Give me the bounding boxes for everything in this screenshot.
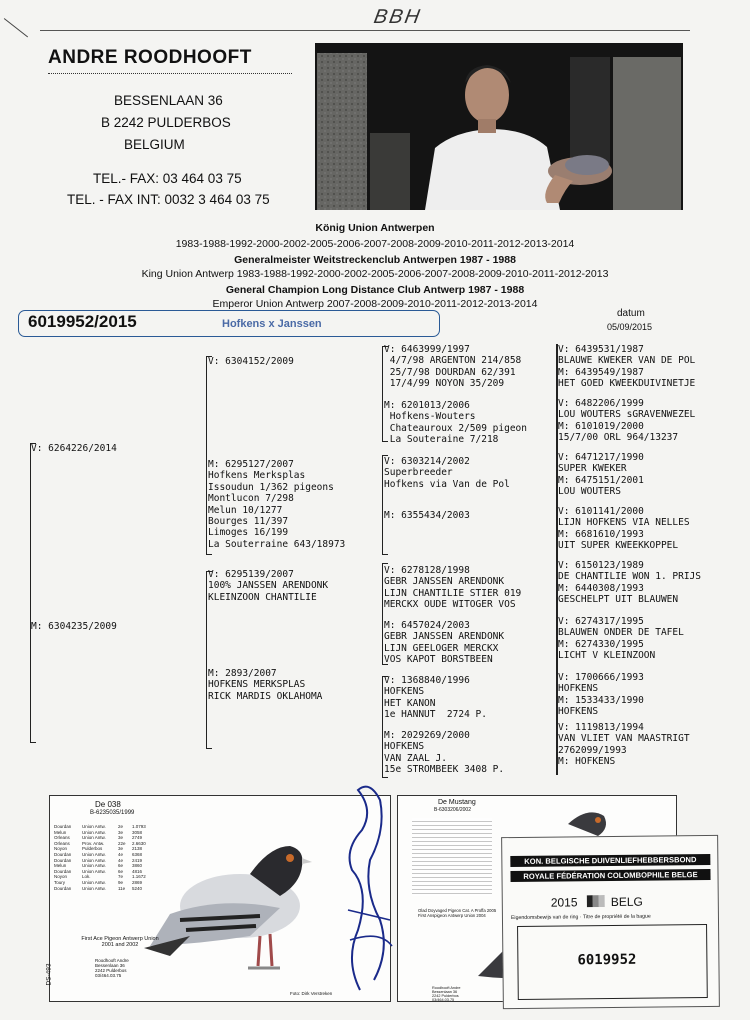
owner-name: ANDRE ROODHOOFT [48,47,252,68]
owner-tel: TEL.- FAX: 03 464 03 75 [93,171,242,186]
card1-result-cell: Dourdan [54,824,72,829]
gen2-entry-1: M: 6295127/2007 Hofkens Merksplas Issoudun 1/362 pigeons Montlucon 7/298 Melun 10/1277 Bourges 11/397 Limoges 16/199 La Souterraine 643/18973 [208,459,346,550]
gen4-entry-7: V: 1119813/1994 VAN VLIET VAN MAASTRIGT 2762099/1993 M: HOFKENS [558,722,690,768]
pigeon-ring-number: 6019952/2015 [28,312,137,331]
card1-result-cell: 2869 [132,879,143,885]
card1-result-cell: Union Antw. [82,824,106,829]
card1-caption: First Ace Pigeon Antwerp Union 2001 and 2002 [81,936,159,948]
card2-address: Roodhooft Andre Bessenlaan 36 2242 Pulderbos 03/464.03.75 [432,986,461,1002]
card1-result-cell: 4e [118,851,124,857]
cert-year: 2015 [550,895,578,910]
card1-result-cell: Melun [54,863,67,869]
card1-result-cell: Orleans [54,840,70,846]
owner-tel-int: TEL. - FAX INT: 0032 3 464 03 75 [67,192,270,207]
card1-result-cell: Union Antw. [82,863,106,869]
gen4-entry-4: V: 6150123/1989 DE CHANTILIE WON 1. PRIJS M: 6440308/1993 GESCHELPT UIT BLAUWEN [558,560,701,606]
gen3-entry-3: M: 6355434/2003 [384,510,470,521]
card1-result-cell: 2138 [132,846,143,852]
card1-result-cell: 4e [118,857,124,863]
card1-result-cell: 7e [118,874,124,880]
gen3-entry-5: M: 6457024/2003 GEBR JANSSEN ARENDONK LIJN GEELOGER MERCKX VOS KAPOT BORSTBEEN [384,620,505,666]
card1-result-cell: Union Antw. [82,868,106,874]
card1-result-cell: Noyon [54,846,68,852]
cert-line2: ROYALE FÉDÉRATION COLOMBOPHILE BELGE [510,869,710,882]
card1-result-cell: 6e [118,868,124,874]
corner-mark [4,18,28,38]
card1-result-cell: Union Antw. [82,879,106,885]
card1-result-cell: 6368 [132,851,143,857]
title-line-4: General Champion Long Distance Club Antwerp 1987 - 1988 [225,284,525,296]
gen4-entry-0: V: 6439531/1987 BLAUWE KWEKER VAN DE POL M: 6439549/1987 HET GOED KWEEKDUIVINETJE [558,344,696,390]
gen2-entry-3: M: 2893/2007 HOFKENS MERKSPLAS RICK MARDIS OKLAHOMA [208,668,323,702]
datum-label: datum [617,308,645,319]
card1-result-cell: Union Antw. [82,835,106,841]
card1-result-cell: Noyon [54,874,68,880]
card1-result-cell: 3058 [132,829,143,835]
card1-result-cell: 22e [118,840,126,846]
card1-result-cell: Melun [54,829,67,835]
owner-name-underline [48,73,292,74]
card1-result-cell: Dourdan [54,857,72,863]
card1-result-cell: 4816 [132,868,143,874]
gen4-entry-3: V: 6101141/2000 LIJN HOFKENS VIA NELLES M: 6681610/1993 UIT SUPER KWEEKKOPPEL [558,506,690,552]
card1-result-cell: 2.6630 [132,840,146,846]
card1-result-cell: 3e [118,829,124,835]
dam-ring: M: 6304235/2009 [31,621,117,632]
card1-result-cell: 1.1672 [132,874,146,880]
card1-result-cell: Union Antw. [82,857,106,863]
title-line-5: Emperor Union Antwerp 2007-2008-2009-2010-2011-2012-2013-2014 [212,298,538,310]
title-line-0: König Union Antwerpen [315,222,435,234]
cert-subtitle: Eigendomsbewijs van de ring · Titre de propriété de la bague [510,913,651,922]
card2-title: De Mustang [438,799,476,806]
card1-ring: B-6235035/1999 [90,810,135,816]
title-line-2: Generalmeister Weitstreckenclub Antwerpen 1987 - 1988 [234,254,516,266]
card1-result-cell: 11e [118,885,126,891]
card1-result-cell: Lok. [82,874,91,880]
gen3-entry-6: V: 1368840/1996 HOFKENS HET KANON 1e HANNUT 2724 P. [384,675,487,721]
cert-country: BELG [610,894,643,909]
sire-ring: V: 6264226/2014 [31,443,117,454]
title-line-3: King Union Antwerp 1983-1988-1992-2000-2002-2005-2006-2007-2008-2009-2010-2011-2012-2013 [141,268,609,280]
card1-result-cell: 3e [118,846,124,852]
card1-result-cell: 1.0793 [132,824,146,829]
card1-address: Roodhooft Andre Bessenlaan 36 2242 Pulderbos 03/464.03.75 [95,958,129,978]
card1-title: De 038 [95,800,121,809]
card1-result-cell: 3860 [132,863,143,869]
signature [340,770,400,1000]
card1-result-cell: Dourdan [54,885,72,891]
pigeon-strain: Hofkens x Janssen [222,318,322,330]
gen3-entry-0: V: 6463999/1997 4/7/98 ARGENTON 214/858 25/7/98 DOURDAN 62/391 17/4/99 NOYON 35/209 [384,344,522,390]
gen2-entry-0: V: 6304152/2009 [208,356,294,367]
card1-result-cell: 5240 [132,885,143,891]
card1-photo-credit: Foto: Dirk Verstreken [290,991,333,996]
card1-result-cell: Union Antw. [82,851,106,857]
gen3-entry-7: M: 2029269/2000 HOFKENS VAN ZAAL J. 15e STROMBEEK 3408 P. [384,730,505,776]
title-line-1: 1983-1988-1992-2000-2002-2005-2006-2007-2008-2009-2010-2011-2012-2013-2014 [175,238,575,250]
gen3-entry-1: M: 6201013/2006 Hofkens-Wouters Chateauroux 2/509 pigeon La Souteraine 7/218 [384,400,527,446]
cert-ring-number: 6019952 [577,951,637,969]
gen1-bracket [30,443,36,743]
pigeon-image-1 [130,816,340,996]
handwritten-initials: BBH [372,6,424,28]
card1-side-code: DS-493 [45,963,53,986]
card1-result-cell: Orleans [54,835,70,841]
gen4-entry-5: V: 6274317/1995 BLAUWEN ONDER DE TAFEL M: 6274330/1995 LICHT V KLEINZOON [558,616,684,662]
card1-result-cell: 2419 [132,857,143,863]
card1-result-cell: Dourdan [54,868,72,874]
card1-result-cell: 3e [118,835,124,841]
gen2-entry-2: V: 6295139/2007 100% JANSSEN ARENDONK KLEINZOON CHANTILIE [208,569,329,603]
cert-line1: KON. BELGISCHE DUIVENLIEFHEBBERSBOND [510,854,710,867]
card1-result-cell: Dourdan [54,851,72,857]
gen3-entry-4: V: 6278128/1998 GEBR JANSSEN ARENDONK LIJN CHANTILIE STIER 019 MERCKX OUDE WITOGER VOS [384,565,522,611]
card1-result-cell: Union Antw. [82,829,106,835]
card1-result-cell: 9e [118,879,124,885]
card1-result-cell: 2e [118,824,124,829]
top-rule [40,30,690,31]
owner-city: B 2242 PULDERBOS [101,115,231,130]
gen3-entry-2: V: 6303214/2002 Superbreeder Hofkens via Van de Pol [384,456,510,490]
gen4-entry-6: V: 1700666/1993 HOFKENS M: 1533433/1990 HOFKENS [558,672,644,718]
card1-result-cell: Prov. Antw. [82,840,105,846]
datum-value: 05/09/2015 [607,322,653,332]
card1-result-cell: Pulderbos [82,846,103,852]
card1-result-cell: 2749 [132,835,143,841]
breeder-photo [315,43,683,210]
card1-result-cell: Union Antw. [82,885,106,891]
ownership-certificate [501,835,720,1009]
belgian-flag-icon [587,895,605,907]
owner-street: BESSENLAAN 36 [114,93,223,108]
card2-caption: Olad Doyvaged Pigeon Cat. A Proffa 2005 First Anspigeon Antwerp Union 2004 [418,908,497,918]
owner-country: BELGIUM [124,137,185,152]
card1-result-cell: Toury [54,879,66,885]
gen4-entry-1: V: 6482206/1999 LOU WOUTERS sGRAVENWEZEL M: 6101019/2000 15/7/00 ORL 964/13237 [558,398,696,444]
card2-ring: B-6303206/2002 [434,807,471,813]
card1-result-cell: 6e [118,863,124,869]
gen4-entry-2: V: 6471217/1990 SUPER KWEKER M: 6475151/2001 LOU WOUTERS [558,452,644,498]
